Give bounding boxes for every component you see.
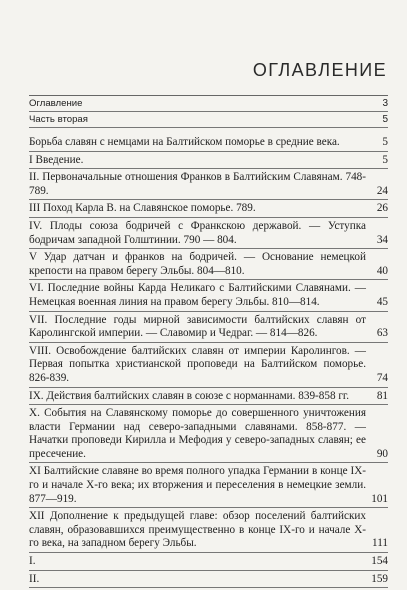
page-title: ОГЛАВЛЕНИЕ <box>252 60 387 80</box>
toc-entry-title: XII Дополнение к предыдущей главе: обзор поселений балтийских славян, образовавшихся преимущественно в конце IX-го и начале X-го века, на западном берегу Эльбы. <box>29 510 366 550</box>
toc-entry-title: I Введение. <box>29 153 84 166</box>
toc-entry-page-number: 34 <box>376 233 388 246</box>
toc-entry[interactable] <box>29 134 388 152</box>
toc-entry-title: XI Балтийские славяне во время полного упадка Германии в конце IX-го и начале X-го века; их вторжения и переселения в немецкие земли. 877—919. <box>29 465 366 505</box>
toc-entry-title: VI. Последние войны Карда Неликаго с Балтийскими Славянами. — Немецкая военная линия на правом берегу Эльбы. 810—814. <box>29 282 366 308</box>
toc-entry-page-number: 90 <box>376 447 388 460</box>
toc-entry-page-number: 5 <box>382 153 388 166</box>
toc-entry-page-number: 159 <box>371 572 388 585</box>
toc-entry-page-number: 45 <box>376 295 388 308</box>
toc-entry-title: Часть вторая <box>29 114 88 125</box>
toc-entry-title: VIII. Освобождение балтийских славян от империи Каролингов. — Первая попытка христианской проповеди на Балтийском поморье. 826-839. <box>29 344 366 384</box>
toc-entry[interactable] <box>29 200 388 218</box>
toc-entry[interactable] <box>29 388 388 406</box>
toc-entry-title: II. Первоначальные отношения Франков в Балтийским Славянам. 748-789. <box>29 171 366 197</box>
toc-entry[interactable] <box>29 343 388 388</box>
toc-entry-title: VII. Последние годы мирной зависимости балтийских славян от Каролингской империи. — Славомир и Чедраг. — 814—826. <box>29 313 366 340</box>
toc-entry-page-number: 111 <box>372 537 388 550</box>
toc-entry[interactable] <box>29 112 388 128</box>
toc-entry-page-number: 81 <box>376 389 388 402</box>
toc-entry-title: Оглавление <box>29 98 83 109</box>
toc-entry-page-number: 5 <box>382 114 388 125</box>
toc-entry-title: III Поход Карла В. на Славянское поморье. 789. <box>29 202 256 215</box>
toc-entry-page-number: 63 <box>376 327 388 340</box>
toc-entry-title: V Удар датчан и франков на бодричей. — Основание немецкой крепости на правом берегу Эльбы. 804—810. <box>29 251 366 277</box>
toc-entry-title: IX. Действия балтийских славян в союзе с норманнами. 839-858 гг. <box>29 389 350 402</box>
toc-entry[interactable] <box>29 405 388 463</box>
toc-entry-title: IV. Плоды союза бодричей с Франкскою державой. — Уступка бодричам западной Голштинии. 790 — 804. <box>29 219 366 246</box>
toc-entry-page-number: 26 <box>376 202 388 215</box>
toc-entry[interactable] <box>29 280 388 311</box>
toc-entry[interactable] <box>29 169 388 200</box>
toc-entry-page-number: 3 <box>382 98 388 109</box>
toc-entry[interactable] <box>29 571 388 589</box>
toc-entry[interactable] <box>29 218 388 249</box>
toc-entry[interactable] <box>29 249 388 280</box>
table-of-contents <box>29 95 388 588</box>
toc-entry[interactable] <box>29 96 388 112</box>
toc-entry[interactable] <box>29 152 388 170</box>
toc-entry-page-number: 74 <box>376 371 388 384</box>
toc-entry-page-number: 40 <box>376 264 388 277</box>
toc-entry-title: II. <box>29 572 40 585</box>
toc-entry-page-number: 101 <box>371 492 388 505</box>
toc-entry[interactable] <box>29 463 388 508</box>
toc-entry[interactable] <box>29 312 388 343</box>
toc-entry-title: I. <box>29 555 36 568</box>
toc-entry-title: X. События на Славянскому поморье до совершенного уничтожения власти Германии над северо-западными славянами. 858-877. — Начатки проповеди Кирилла и Мефодия у северо-западных славян; ее пресечение. <box>29 407 366 460</box>
toc-entry-page-number: 154 <box>371 555 388 568</box>
toc-entry-title: Борьба славян с немцами на Балтийском поморье в средние века. <box>29 136 340 148</box>
toc-entry-page-number: 5 <box>382 136 388 148</box>
toc-entry[interactable] <box>29 553 388 571</box>
toc-entry-page-number: 24 <box>376 184 388 197</box>
toc-entry[interactable] <box>29 508 388 553</box>
